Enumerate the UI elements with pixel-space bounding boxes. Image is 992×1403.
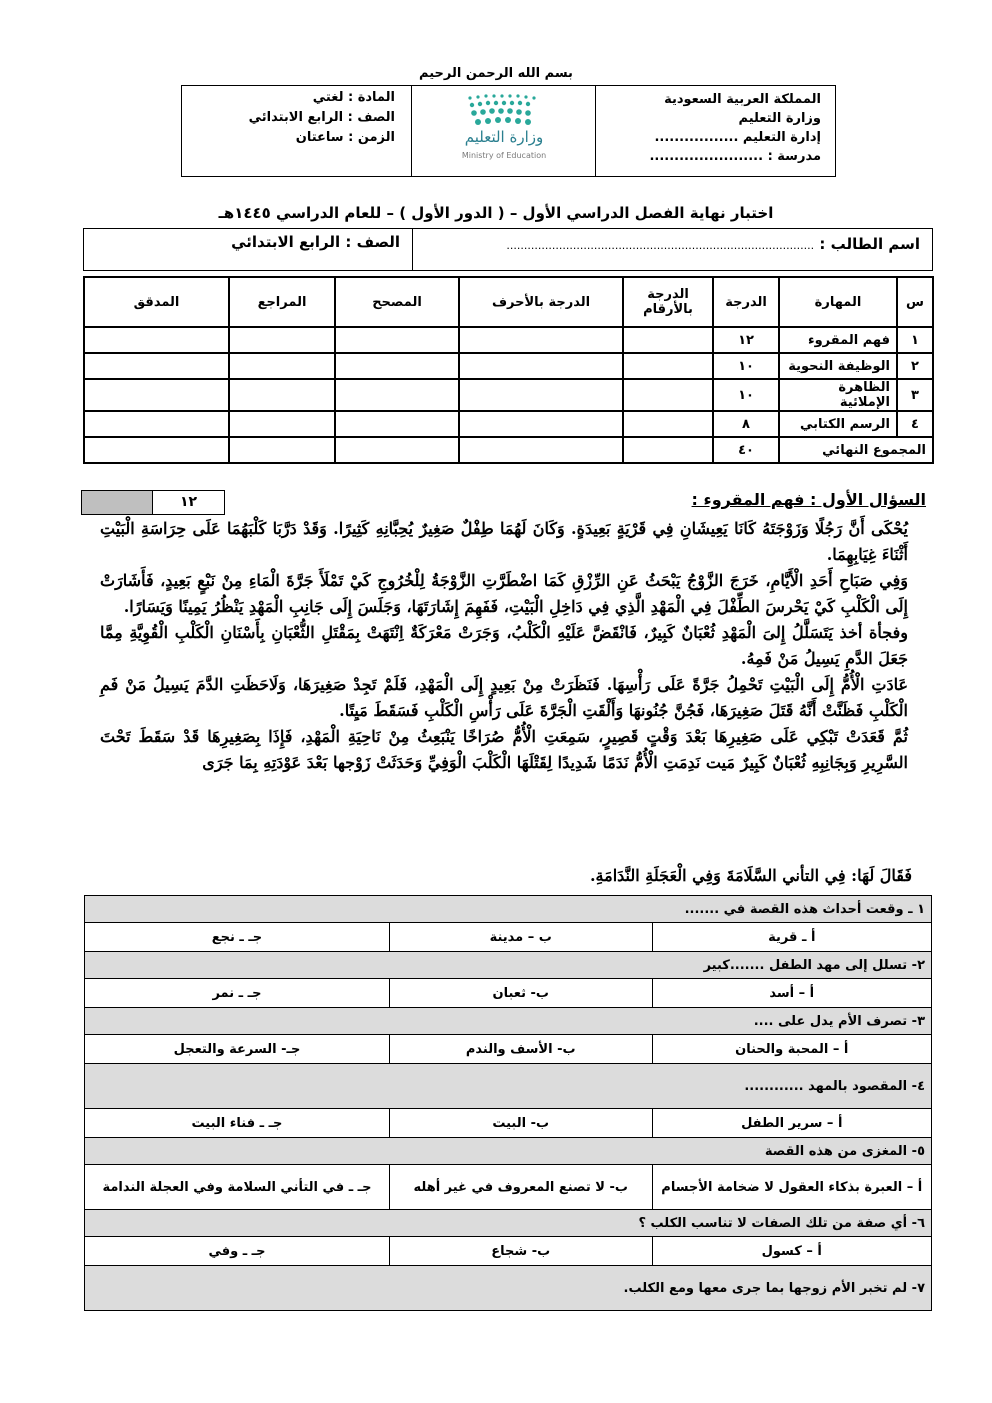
col-header-corrector: المصحح [335, 277, 459, 327]
option-c[interactable]: جـ ـ في التأني السلامة وفي العجلة الندامة [85, 1165, 390, 1210]
story-paragraph: وفجأة أخذ يَتَسَلَّلُ إِلىَ الْمَهْدِ ثُعْبَانٌ كَبِيرٌ، فَانْقَضَّ عَلَيْهِ الْكَلْبُ، وَجَرَتْ مَعْرَكَةٌ اِنْتَهَتْ بِمَقْتَلِ الثُّعْبَانِ بِأَسْنَانِ الْكَلْبِ الْقُوِيَّةِ مِمَّا جَعَلَ الدَّمِ يَسِيلُ مَنْ فَمِهُ. [100, 623, 908, 668]
grades-total-row [84, 437, 933, 463]
cell-corrector[interactable] [335, 353, 459, 379]
question-text: ٦- أي صفة من تلك الصفات لا تناسب الكلب ؟ [85, 1210, 932, 1237]
cell-auditor[interactable] [84, 327, 229, 353]
cell-corrector[interactable] [335, 379, 459, 411]
cell-total-digits[interactable] [623, 437, 713, 463]
logo-text: وزارة التعليم [464, 128, 544, 146]
cell-score-digits[interactable] [623, 411, 713, 437]
answer-row [85, 979, 932, 1008]
col-header-score-words: الدرجة بالأحرف [459, 277, 623, 327]
grades-header-row [84, 277, 933, 327]
logo-subtext: Ministry of Education [461, 151, 547, 160]
question1-score: ١٢ [179, 494, 198, 510]
question-text: ٤- المقصود بالمهد ............ [85, 1064, 932, 1109]
question-text: ٧- لم تخبر الأم زوجها بما جرى معها ومع الكلب. [85, 1266, 932, 1311]
grades-row [84, 379, 933, 411]
cell-total-words[interactable] [459, 437, 623, 463]
grade-label: الصف : الرابع الابتدائي [248, 110, 395, 125]
student-info-box [83, 228, 933, 271]
answer-row [85, 923, 932, 952]
cell-score-words[interactable] [459, 379, 623, 411]
cell-score-digits[interactable] [623, 327, 713, 353]
question-row [85, 1008, 932, 1035]
header-subject-block [182, 86, 411, 176]
row-score: ١٠ [713, 353, 779, 379]
option-b[interactable]: ب- البيت [389, 1109, 652, 1138]
col-header-auditor: المدقق [84, 277, 229, 327]
row-skill: الرسم الكتابي [779, 411, 897, 437]
question1-title: السؤال الأول : فهم المقروء : [691, 490, 926, 509]
total-label: المجموع النهائي [779, 437, 933, 463]
total-score: ٤٠ [713, 437, 779, 463]
time-label: الزمن : ساعتان [295, 130, 395, 145]
answer-row [85, 1237, 932, 1266]
row-num: ٣ [897, 379, 933, 411]
option-a[interactable]: أ – سرير الطفل [652, 1109, 932, 1138]
ministry-label: وزارة التعليم [738, 111, 821, 126]
story-paragraph: عَادَتِ الْأُمُّ إِلَى الْبَيْتِ تَحْمِلُ جَرَّةً عَلَى رَأْسِهَا. فَنَظَرَتْ مِنْ بَعِيدٍ إِلَى الْمَهْدِ، فَلَمْ تَجِدْ صَغِيرَهَا، وَلَاحَظَتِ الدَّمَ يَسِيلُ مَنْ فَمِ الْكَلْبِ فَظَنَّتْ أَنَّهُ قَتَلَ صَغِيرَهَا، فَجُنَّ جُنُونهَا وَأَلْقَتِ الْجَرَّةَ عَلَى رَأْسِ الْكَلْبِ فَسَقَطَ مَيِتًا. [100, 675, 908, 720]
question-row [85, 1266, 932, 1311]
row-score: ٨ [713, 411, 779, 437]
option-c[interactable]: جـ ـ وفي [85, 1237, 390, 1266]
basmala: بسم الله الرحمن الرحيم [419, 66, 573, 81]
option-a[interactable]: أ – كسول [652, 1237, 932, 1266]
exam-title: اختبار نهاية الفصل الدراسي الأول – ( الدور الأول ) – للعام الدراسي ١٤٤٥هـ [218, 204, 774, 222]
option-b[interactable]: ب- شجاع [389, 1237, 652, 1266]
option-a[interactable]: أ – المحبة والحنان [652, 1035, 932, 1064]
cell-score-words[interactable] [459, 353, 623, 379]
row-num: ٤ [897, 411, 933, 437]
cell-reviewer[interactable] [229, 327, 335, 353]
option-b[interactable]: ب- ثعبان [389, 979, 652, 1008]
cell-reviewer[interactable] [229, 379, 335, 411]
question-text: ٥- المغزى من هذه القصة [85, 1138, 932, 1165]
col-header-num: س [897, 277, 933, 327]
education-admin-label: إدارة التعليم ................. [654, 130, 821, 145]
question-row [85, 896, 932, 923]
story-paragraph: ثُمَّ قَعَدَتْ تَبْكِي عَلَى صَغِيرِهَا بَعْدَ وَقْتٍ قَصِيرٍ، سَمِعَتِ الْأُمُّ صُرَاخًا يَنْبَعِثُ مِنْ نَاحِيَةِ الْمَهْدِ، فَإِذَا بِصَغِيرِهَا قَدْ سَقَطَ تَحْتَ السَّرِيرِ وَبِجَانِبِهِ ثُعْبَانٌ كَبِيرٌ مَيت نَدِمَتِ الْأُمُّ نَدَمًا شَدِيدًا لِقَتْلَهَا الْكَلْبَ الْوَفِيِّ وَحَدَثَتْ زَوْجها بَعْدَ عَوْدَتِهِ بِمَا جَرَى [100, 727, 908, 772]
cell-auditor[interactable] [84, 353, 229, 379]
student-name-field[interactable]: ........................................................................................ [506, 239, 815, 252]
option-b[interactable]: ب- الأسف والندم [389, 1035, 652, 1064]
ministry-logo-icon [412, 86, 596, 176]
story-paragraph: يُحْكَى أَنَّ رَجُلًا وَزَوْجَتَهُ كَانَا يَعِيشَانِ فِي قَرْيَةٍ بَعِيدَةٍ. وَكَانَ لَهُمَا طِفْلٌ صَغِيرٌ يُحِبَّانِهِ كَثِيرًا. وَقَدْ دَرَّبَا كَلْبَهُمَا عَلَى حِرَاسَةِ الْبَيْتِ أَثْنَاءَ غِيَابِهِمَا. [100, 519, 908, 564]
col-header-score-digits: الدرجة بالأرقام [623, 277, 713, 327]
question-text: ٣- تصرف الأم يدل على .... [85, 1008, 932, 1035]
kingdom-label: المملكة العربية السعودية [664, 92, 821, 107]
subject-label: المادة : لغتي [312, 90, 395, 105]
student-grade-label: الصف : الرابع الابتدائي [231, 233, 400, 251]
col-header-score: الدرجة [713, 277, 779, 327]
grades-row [84, 327, 933, 353]
header-ministry-block [595, 86, 835, 176]
answer-row [85, 1109, 932, 1138]
row-skill: فهم المقروء [779, 327, 897, 353]
option-c[interactable]: جـ- السرعة والتعجل [85, 1035, 390, 1064]
cell-score-words[interactable] [459, 327, 623, 353]
cell-reviewer[interactable] [229, 353, 335, 379]
grades-row [84, 353, 933, 379]
col-header-skill: المهارة [779, 277, 897, 327]
answer-row [85, 1165, 932, 1210]
question-row [85, 952, 932, 979]
cell-score-digits[interactable] [623, 379, 713, 411]
question1-score-box [81, 490, 225, 515]
row-num: ١ [897, 327, 933, 353]
option-c[interactable]: جـ ـ نمر [85, 979, 390, 1008]
cell-score-digits[interactable] [623, 353, 713, 379]
option-a[interactable]: أ ـ قرية [652, 923, 932, 952]
row-score: ١٠ [713, 379, 779, 411]
grades-table [83, 276, 934, 464]
story-moral: فَقَالَ لَهَا: فِي التأني السَّلَامَةَ وَفِي الْعَجَلَةِ النَّدَامَةِ. [589, 866, 912, 885]
row-score: ١٢ [713, 327, 779, 353]
cell-total-corrector[interactable] [335, 437, 459, 463]
col-header-reviewer: المراجع [229, 277, 335, 327]
answer-row [85, 1035, 932, 1064]
row-num: ٢ [897, 353, 933, 379]
story-text [100, 516, 908, 776]
question-text: ٢- تسلل إلى مهد الطفل .......كبير [85, 952, 932, 979]
grades-row [84, 411, 933, 437]
option-b[interactable]: ب- لا تصنع المعروف في غير أهله [389, 1165, 652, 1210]
row-skill: الظاهرة الإملائية [779, 379, 897, 411]
option-b[interactable]: ب – مدينة [389, 923, 652, 952]
option-a[interactable]: أ – العبرة بذكاء العقول لا ضخامة الأجسام [652, 1165, 932, 1210]
option-c[interactable]: جـ ـ نجع [85, 923, 390, 952]
cell-auditor[interactable] [84, 411, 229, 437]
cell-reviewer[interactable] [229, 411, 335, 437]
cell-total-reviewer[interactable] [229, 437, 335, 463]
student-name-cell [412, 229, 932, 270]
cell-score-words[interactable] [459, 411, 623, 437]
story-paragraph: وَفِي صَبَاحِ أَحَدِ الْأَيَّامِ، خَرَجَ الزَّوْجُ يَبْحَثُ عَنِ الرِّزْقِ كَمَا اضْطَرَّتِ الزَّوْجَةُ لِلْخُرُوجِ كَيْ تَمْلَأَ جَرَّةَ الْمَاءِ مِنْ نَبْعٍ بَعِيدٍ، فَأَشَارَتْ إِلَى الْكَلْبِ كَيْ يَحْرسَ الطِّفْلَ فِي الْمَهْدِ الَّذِي فِي دَاخِلِ الْبَيْتِ، فَفَهِمَ إِشَارَتَهَا، وَجَلَسَ إِلَى جَانِبِ الْمَهْدِ يَنْظُرُ يَمِينًا وَيَسَارًا. [100, 571, 909, 616]
row-skill: الوظيفة النحوية [779, 353, 897, 379]
cell-corrector[interactable] [335, 411, 459, 437]
question-row [85, 1064, 932, 1109]
cell-corrector[interactable] [335, 327, 459, 353]
option-c[interactable]: جـ ـ فناء البيت [85, 1109, 390, 1138]
question-row [85, 1138, 932, 1165]
question-text: ١ ـ وقعت أحداث هذه القصة في ....... [85, 896, 932, 923]
student-name-label: اسم الطالب : [819, 235, 920, 253]
school-label: مدرسة : ....................... [649, 149, 821, 164]
option-a[interactable]: أ – أسد [652, 979, 932, 1008]
questions-table [84, 895, 932, 1311]
score-entry-cell[interactable] [82, 491, 153, 514]
ministry-logo [411, 86, 596, 176]
cell-total-auditor[interactable] [84, 437, 229, 463]
cell-auditor[interactable] [84, 379, 229, 411]
header-box [181, 85, 836, 177]
question-row [85, 1210, 932, 1237]
